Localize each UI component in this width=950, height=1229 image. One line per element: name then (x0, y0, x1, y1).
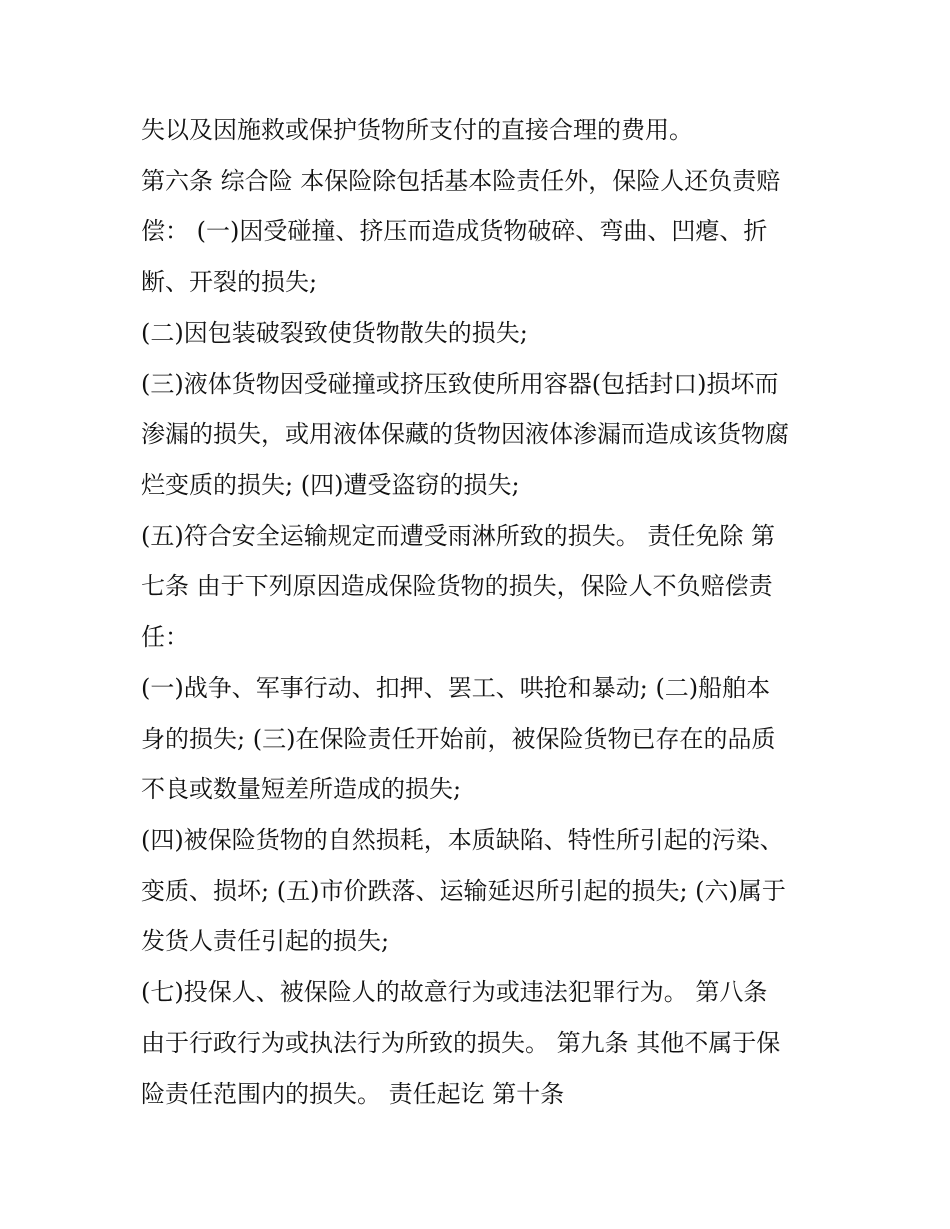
text-line: 失以及因施救或保护货物所支付的直接合理的费用。 (141, 116, 693, 144)
text-line: 不良或数量短差所造成的损失; (141, 775, 462, 803)
text-line: 任： (141, 623, 189, 651)
text-line: 由于行政行为或执法行为所致的损失。 第九条 其他不属于保 (141, 1029, 781, 1057)
text-line: 偿： (一)因受碰撞、挤压而造成货物破碎、弯曲、凹瘪、折 (141, 217, 768, 245)
text-line: (五)符合安全运输规定而遭受雨淋所致的损失。 责任免除 第 (141, 522, 775, 550)
text-line: 变质、损坏; (五)市价跌落、运输延迟所引起的损失; (六)属于 (141, 877, 786, 905)
text-line: (一)战争、军事行动、扣押、罢工、哄抢和暴动; (二)船舶本 (141, 674, 771, 702)
text-line: 身的损失; (三)在保险责任开始前，被保险货物已存在的品质 (141, 725, 776, 753)
text-line: (二)因包装破裂致使货物散失的损失; (141, 319, 528, 347)
text-line: 断、开裂的损失; (141, 268, 318, 296)
text-line: 险责任范围内的损失。 责任起讫 第十条 (141, 1080, 565, 1108)
text-line: (三)液体货物因受碰撞或挤压致使所用容器(包括封口)损坏而 (141, 370, 779, 398)
text-line: 发货人责任引起的损失; (141, 927, 390, 955)
text-line: 渗漏的损失，或用液体保藏的货物因液体渗漏而造成该货物腐 (141, 420, 789, 448)
text-line: (四)被保险货物的自然损耗，本质缺陷、特性所引起的污染、 (141, 826, 784, 854)
text-line: 七条 由于下列原因造成保险货物的损失，保险人不负赔偿责 (141, 572, 773, 600)
text-line: 第六条 综合险 本保险除包括基本险责任外，保险人还负责赔 (141, 167, 781, 195)
text-line: (七)投保人、被保险人的故意行为或违法犯罪行为。 第八条 (141, 978, 768, 1006)
text-line: 烂变质的损失; (四)遭受盗窃的损失; (141, 471, 520, 499)
